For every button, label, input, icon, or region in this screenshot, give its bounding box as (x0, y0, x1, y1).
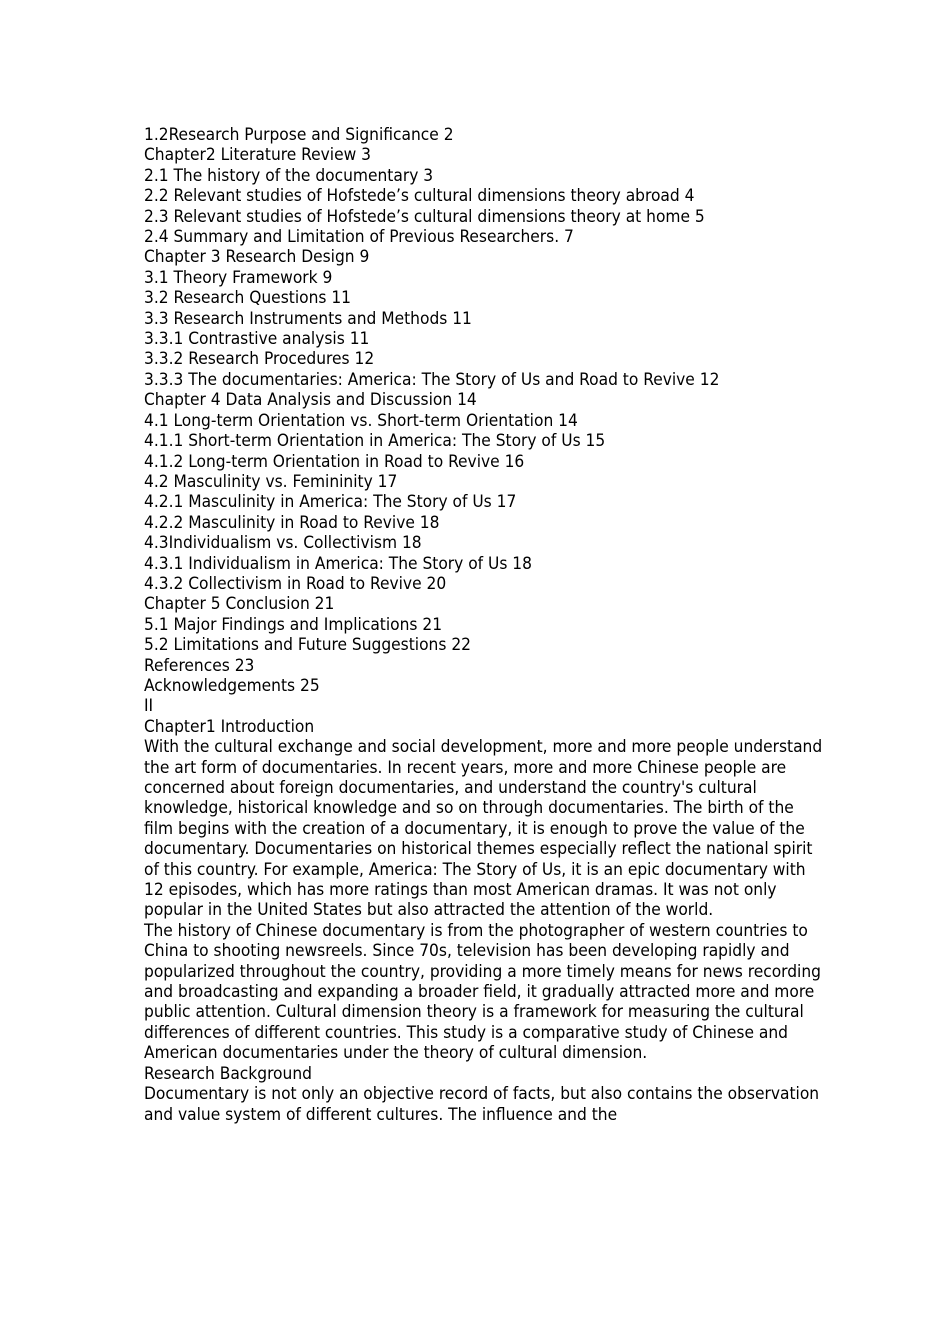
toc-entry: 3.3.1 Contrastive analysis 11 (144, 329, 370, 350)
page-number: II (144, 696, 154, 717)
toc-entry: 4.2 Masculinity vs. Femininity 17 (144, 471, 398, 492)
toc-entry: 1.2Research Purpose and Significance 2 (144, 125, 454, 145)
toc-entry: References 23 (144, 655, 255, 676)
toc-entry: 4.3.1 Individualism in America: The Story of Us 18 (144, 553, 532, 574)
toc-entry: 4.2.1 Masculinity in America: The Story of Us 17 (144, 492, 517, 513)
toc-entry: 4.3.2 Collectivism in Road to Revive 20 (144, 573, 447, 594)
document-page (144, 125, 824, 1125)
toc-entry: Acknowledgements 25 (144, 675, 320, 696)
toc-entry: 4.1 Long-term Orientation vs. Short-term Orientation 14 (144, 410, 578, 431)
chapter-heading: Chapter1 Introduction (144, 716, 315, 737)
toc-entry: 3.2 Research Questions 11 (144, 288, 352, 309)
toc-entry: 2.3 Relevant studies of Hofstede’s cultural dimensions theory at home 5 (144, 206, 705, 227)
toc-entry: 3.1 Theory Framework 9 (144, 267, 333, 288)
toc-entry: 3.3.2 Research Procedures 12 (144, 349, 375, 370)
toc-entry: Chapter2 Literature Review 3 (144, 145, 371, 166)
toc-entry: 5.2 Limitations and Future Suggestions 22 (144, 635, 471, 656)
toc-entry: 3.3.3 The documentaries: America: The Story of Us and Road to Revive 12 (144, 369, 720, 390)
toc-entry: Chapter 3 Research Design 9 (144, 247, 370, 268)
body-paragraph: The history of Chinese documentary is from the photographer of western countries to China to shooting newsreels. Since 70s, television has been developing rapidly and popularized throughout the country, providing a more timely means for news recording and broadcasting and expanding a broader field, it gradually attracted more and more public attention. Cultural dimension theory is a framework for measuring the cultural differences of different countries. This study is a comparative study of Chinese and American documentaries under the theory of cultural dimension. (144, 920, 821, 1064)
toc-entry: Chapter 4 Data Analysis and Discussion 14 (144, 390, 477, 411)
toc-entry: 4.2.2 Masculinity in Road to Revive 18 (144, 512, 440, 533)
body-paragraph: With the cultural exchange and social development, more and more people understand the art form of documentaries. In recent years, more and more Chinese people are concerned about foreign documentaries, and understand the country's cultural knowledge, historical knowledge and so on through documentaries. The birth of the film begins with the creation of a documentary, it is enough to prove the value of the documentary. Documentaries on historical themes especially reflect the national spirit of this country. For example, America: The Story of Us, it is an epic documentary with 12 episodes, which has more ratings than most American dramas. It was not only popular in the United States but also attracted the attention of the world. (144, 737, 823, 921)
toc-entry: 2.4 Summary and Limitation of Previous Researchers. 7 (144, 227, 574, 248)
body-paragraph: Documentary is not only an objective record of facts, but also contains the observation and value system of different cultures. The influence and the (144, 1084, 820, 1125)
toc-entry: 5.1 Major Findings and Implications 21 (144, 614, 443, 635)
toc-entry: 4.1.1 Short-term Orientation in America: The Story of Us 15 (144, 431, 606, 452)
table-of-contents (144, 125, 824, 696)
toc-entry: 2.1 The history of the documentary 3 (144, 165, 434, 186)
toc-entry: 4.1.2 Long-term Orientation in Road to Revive 16 (144, 451, 525, 472)
toc-entry: 2.2 Relevant studies of Hofstede’s cultural dimensions theory abroad 4 (144, 186, 695, 207)
section-heading: Research Background (144, 1063, 312, 1084)
toc-entry: 3.3 Research Instruments and Methods 11 (144, 308, 472, 329)
toc-entry: 4.3Individualism vs. Collectivism 18 (144, 533, 422, 554)
toc-entry: Chapter 5 Conclusion 21 (144, 594, 335, 615)
